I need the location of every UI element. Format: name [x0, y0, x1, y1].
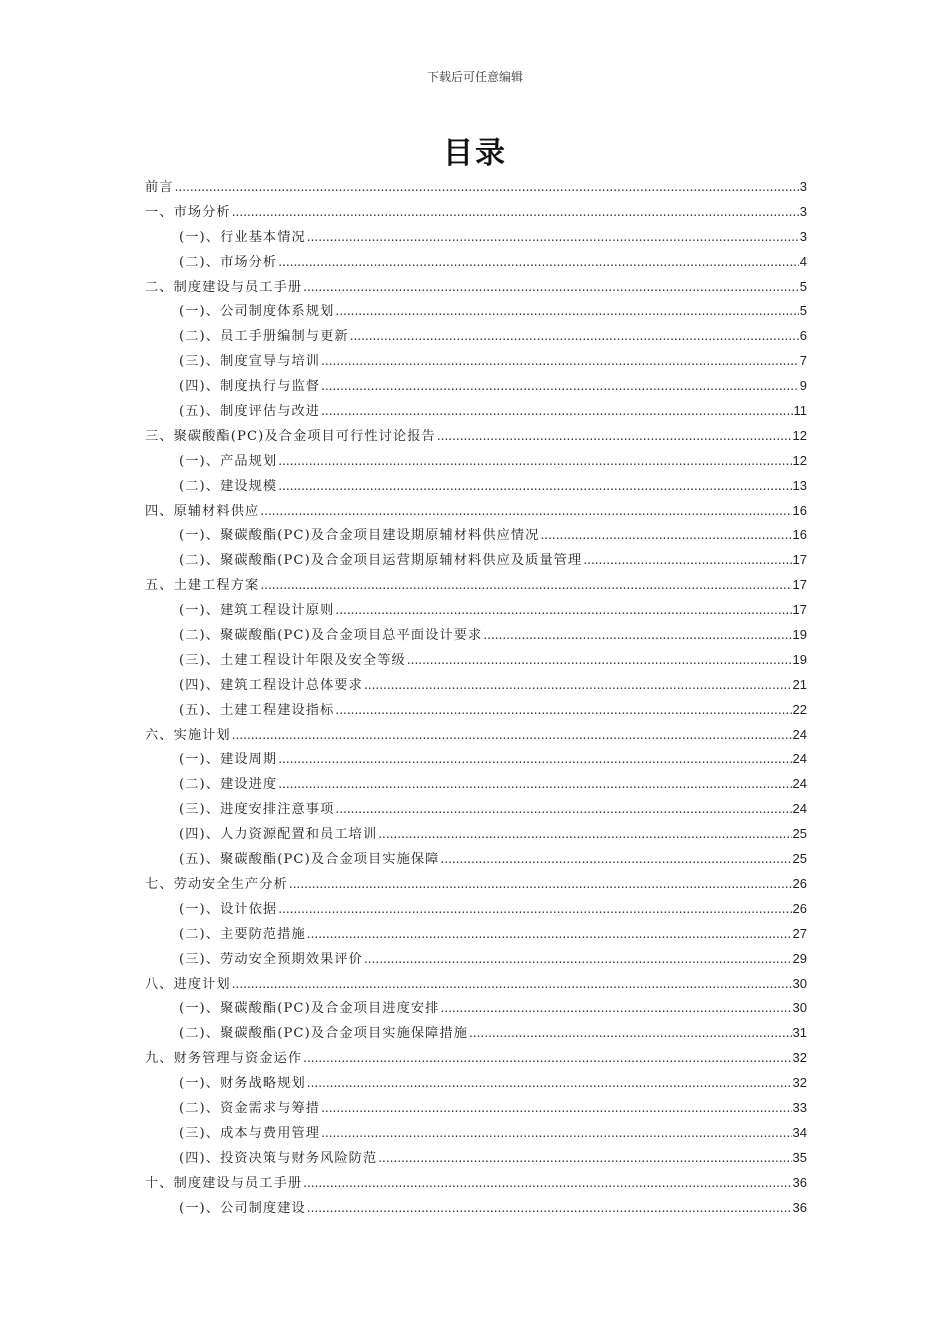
toc-entry[interactable] [145, 923, 807, 948]
toc-dot-leader [407, 653, 792, 667]
toc-entry-page-number: 36 [792, 1174, 807, 1190]
toc-entry-label: (五)、制度评估与改进 [179, 404, 321, 420]
toc-entry[interactable] [145, 201, 807, 226]
toc-dot-leader [278, 454, 791, 468]
toc-entry-page-number: 19 [792, 651, 807, 667]
toc-entry-label: (五)、土建工程建设指标 [179, 702, 335, 718]
toc-entry[interactable] [145, 276, 807, 301]
toc-entry-label: (一)、财务战略规划 [179, 1076, 306, 1092]
toc-dot-leader [321, 1101, 791, 1115]
toc-entry[interactable] [145, 699, 807, 724]
toc-entry-label: (一)、公司制度体系规划 [179, 304, 335, 320]
toc-entry-label: 前言 [145, 180, 174, 195]
toc-dot-leader [175, 180, 799, 194]
toc-entry-label: 二、制度建设与员工手册 [145, 279, 303, 295]
toc-entry-page-number: 21 [792, 676, 807, 692]
toc-entry[interactable] [145, 375, 807, 400]
toc-entry-page-number: 3 [799, 203, 807, 219]
toc-entry-page-number: 24 [792, 776, 807, 792]
toc-entry-page-number: 7 [799, 353, 807, 369]
toc-entry[interactable] [145, 798, 807, 823]
toc-entry-page-number: 25 [792, 826, 807, 842]
toc-entry-label: 四、原辅材料供应 [145, 503, 260, 519]
toc-entry-page-number: 25 [792, 851, 807, 867]
toc-entry-label: (二)、市场分析 [179, 254, 278, 270]
toc-entry[interactable] [145, 1022, 807, 1047]
toc-dot-leader [440, 852, 791, 866]
toc-entry[interactable] [145, 898, 807, 923]
toc-dot-leader [321, 404, 792, 418]
toc-entry-page-number: 11 [793, 403, 807, 419]
toc-entry-label: (三)、土建工程设计年限及安全等级 [179, 652, 406, 668]
toc-dot-leader [469, 1026, 792, 1040]
toc-dot-leader [350, 329, 799, 343]
toc-entry-label: (三)、进度安排注意事项 [179, 802, 335, 818]
toc-entry[interactable] [145, 1072, 807, 1097]
toc-entry[interactable] [145, 1197, 807, 1222]
toc-dot-leader [232, 728, 792, 742]
toc-entry-page-number: 26 [792, 875, 807, 891]
toc-entry-label: (五)、聚碳酸酯(PC)及合金项目实施保障 [179, 852, 440, 868]
toc-entry-page-number: 26 [792, 900, 807, 916]
toc-entry-page-number: 4 [799, 253, 807, 269]
toc-entry-label: (二)、资金需求与筹措 [179, 1100, 321, 1116]
toc-entry-page-number: 24 [792, 726, 807, 742]
toc-dot-leader [278, 479, 791, 493]
toc-dot-leader [232, 977, 792, 991]
toc-entry[interactable] [145, 674, 807, 699]
toc-entry-label: (三)、成本与费用管理 [179, 1125, 321, 1141]
toc-dot-leader [321, 354, 799, 368]
toc-entry[interactable] [145, 948, 807, 973]
toc-dot-leader [378, 827, 791, 841]
toc-entry-label: 五、土建工程方案 [145, 578, 260, 594]
toc-entry-label: (一)、产品规划 [179, 453, 278, 469]
toc-dot-leader [307, 927, 792, 941]
toc-entry[interactable] [145, 425, 807, 450]
toc-entry[interactable] [145, 350, 807, 375]
toc-dot-leader [303, 280, 799, 294]
toc-entry-page-number: 32 [792, 1075, 807, 1091]
toc-entry[interactable] [145, 549, 807, 574]
toc-entry-page-number: 17 [792, 552, 807, 568]
toc-dot-leader [307, 1076, 792, 1090]
toc-entry-page-number: 35 [792, 1149, 807, 1165]
toc-entry[interactable] [145, 450, 807, 475]
toc-entry-page-number: 5 [799, 278, 807, 294]
toc-entry-page-number: 3 [799, 179, 807, 194]
toc-entry-page-number: 17 [792, 602, 807, 618]
toc-dot-leader [335, 802, 791, 816]
toc-entry-label: (二)、聚碳酸酯(PC)及合金项目总平面设计要求 [179, 628, 483, 644]
toc-entry-label: (二)、主要防范措施 [179, 926, 306, 942]
toc-entry-page-number: 12 [792, 427, 807, 443]
toc-entry-label: (四)、人力资源配置和员工培训 [179, 827, 378, 843]
toc-dot-leader [307, 1201, 792, 1215]
toc-entry-label: (二)、聚碳酸酯(PC)及合金项目实施保障措施 [179, 1026, 469, 1042]
toc-entry-page-number: 33 [792, 1099, 807, 1115]
toc-entry[interactable] [145, 1047, 807, 1072]
toc-dot-leader [483, 628, 791, 642]
toc-entry-label: (一)、建设周期 [179, 752, 278, 768]
toc-entry-page-number: 13 [792, 477, 807, 493]
toc-dot-leader [260, 504, 791, 518]
toc-entry-label: (二)、员工手册编制与更新 [179, 329, 349, 345]
toc-dot-leader [307, 230, 799, 244]
toc-dot-leader [278, 902, 791, 916]
toc-entry-page-number: 34 [792, 1124, 807, 1140]
toc-entry[interactable] [145, 574, 807, 599]
toc-entry-label: 八、进度计划 [145, 976, 231, 992]
toc-entry-page-number: 12 [792, 452, 807, 468]
toc-entry[interactable] [145, 475, 807, 500]
toc-entry-page-number: 17 [792, 577, 807, 593]
toc-entry-label: 三、聚碳酸酯(PC)及合金项目可行性讨论报告 [145, 428, 436, 444]
toc-dot-leader [321, 1126, 791, 1140]
toc-dot-leader [289, 877, 792, 891]
toc-entry[interactable] [145, 400, 807, 425]
toc-entry-label: 七、劳动安全生产分析 [145, 876, 288, 892]
toc-entry-label: (三)、制度宣导与培训 [179, 354, 321, 370]
toc-entry[interactable] [145, 973, 807, 998]
toc-entry-page-number: 24 [792, 751, 807, 767]
toc-dot-leader [378, 1151, 791, 1165]
toc-entry[interactable] [145, 773, 807, 798]
toc-entry-page-number: 30 [792, 975, 807, 991]
toc-entry-page-number: 16 [792, 527, 807, 543]
toc-entry-label: (一)、聚碳酸酯(PC)及合金项目进度安排 [179, 1001, 440, 1017]
toc-entry-label: (四)、投资决策与财务风险防范 [179, 1150, 378, 1166]
toc-entry-label: (二)、建设规模 [179, 478, 278, 494]
toc-entry-page-number: 36 [792, 1199, 807, 1215]
toc-entry-label: 十、制度建设与员工手册 [145, 1175, 303, 1191]
toc-entry[interactable] [145, 524, 807, 549]
toc-entry-page-number: 3 [799, 228, 807, 244]
toc-dot-leader [335, 603, 791, 617]
toc-entry-page-number: 6 [799, 328, 807, 344]
toc-entry-label: (二)、建设进度 [179, 777, 278, 793]
toc-entry-page-number: 22 [792, 701, 807, 717]
toc-entry[interactable] [145, 1147, 807, 1172]
toc-entry[interactable] [145, 226, 807, 251]
toc-dot-leader [583, 553, 791, 567]
toc-entry-label: (一)、公司制度建设 [179, 1200, 306, 1216]
toc-entry-page-number: 5 [799, 303, 807, 319]
toc-entry-label: (一)、设计依据 [179, 901, 278, 917]
toc-entry[interactable] [145, 624, 807, 649]
table-of-contents [145, 176, 807, 1221]
toc-dot-leader [303, 1176, 791, 1190]
toc-dot-leader [364, 952, 792, 966]
toc-entry-page-number: 32 [792, 1050, 807, 1066]
toc-entry-label: 一、市场分析 [145, 204, 231, 220]
toc-dot-leader [303, 1051, 791, 1065]
toc-dot-leader [440, 1001, 791, 1015]
toc-dot-leader [540, 528, 791, 542]
toc-dot-leader [278, 777, 791, 791]
toc-entry-label: (四)、建筑工程设计总体要求 [179, 677, 363, 693]
toc-entry[interactable] [145, 848, 807, 873]
toc-entry-label: (一)、行业基本情况 [179, 229, 306, 245]
toc-entry-page-number: 31 [792, 1025, 807, 1041]
toc-entry-page-number: 30 [792, 1000, 807, 1016]
toc-entry-page-number: 9 [799, 378, 807, 394]
toc-dot-leader [364, 678, 792, 692]
toc-dot-leader [232, 205, 799, 219]
toc-entry[interactable] [145, 1122, 807, 1147]
toc-entry-page-number: 27 [792, 925, 807, 941]
toc-entry-page-number: 16 [792, 502, 807, 518]
toc-entry[interactable] [145, 823, 807, 848]
toc-entry[interactable] [145, 748, 807, 773]
toc-entry[interactable] [145, 599, 807, 624]
toc-entry-page-number: 19 [792, 627, 807, 643]
toc-entry[interactable] [145, 649, 807, 674]
page-title: 目录 [443, 136, 507, 171]
toc-entry-page-number: 29 [792, 950, 807, 966]
toc-entry-label: (一)、聚碳酸酯(PC)及合金项目建设期原辅材料供应情况 [179, 528, 540, 544]
toc-dot-leader [335, 304, 798, 318]
toc-dot-leader [278, 255, 799, 269]
toc-entry[interactable] [145, 300, 807, 325]
toc-entry[interactable] [145, 176, 807, 201]
toc-entry-page-number: 24 [792, 801, 807, 817]
toc-entry[interactable] [145, 1172, 807, 1197]
toc-entry[interactable] [145, 873, 807, 898]
toc-dot-leader [278, 752, 791, 766]
toc-entry-label: (一)、建筑工程设计原则 [179, 603, 335, 619]
toc-entry-label: (三)、劳动安全预期效果评价 [179, 951, 363, 967]
toc-entry-label: (二)、聚碳酸酯(PC)及合金项目运营期原辅材料供应及质量管理 [179, 553, 583, 569]
toc-dot-leader [321, 379, 799, 393]
toc-entry[interactable] [145, 997, 807, 1022]
toc-dot-leader [260, 578, 791, 592]
toc-entry-label: (四)、制度执行与监督 [179, 379, 321, 395]
toc-entry[interactable] [145, 251, 807, 276]
toc-dot-leader [437, 429, 792, 443]
toc-entry-label: 六、实施计划 [145, 727, 231, 743]
toc-dot-leader [335, 703, 791, 717]
page-header: 下载后可任意编辑 [426, 70, 523, 84]
toc-entry[interactable] [145, 724, 807, 749]
toc-entry[interactable] [145, 325, 807, 350]
toc-entry-label: 九、财务管理与资金运作 [145, 1051, 303, 1067]
toc-entry[interactable] [145, 1097, 807, 1122]
toc-entry[interactable] [145, 500, 807, 525]
